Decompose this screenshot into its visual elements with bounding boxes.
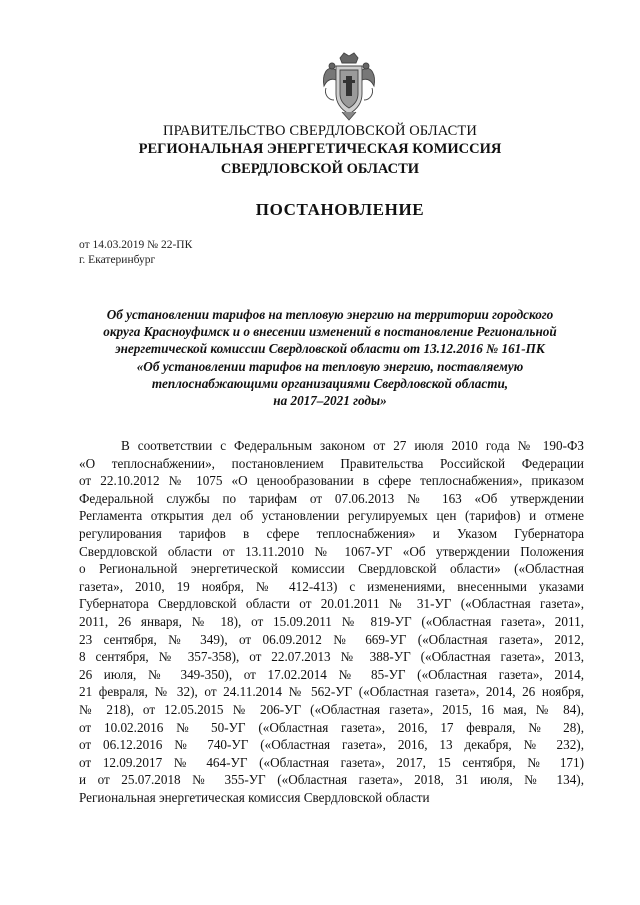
paragraph-line: о Региональной энергетической комиссии Свердловской области» («Областная	[79, 561, 584, 577]
document-title	[80, 306, 580, 409]
paragraph-line: «О теплоснабжении», постановлением Правительства Российской Федерации	[79, 455, 584, 471]
paragraph-line: 21 февраля, № 32), от 24.11.2014 № 562-УГ («Областная газета», 2014, 26 ноября,	[79, 684, 584, 700]
paragraph-line: № 218), от 12.05.2015 № 206-УГ («Областная газета», 2015, 16 мая, № 84),	[79, 701, 584, 717]
paragraph-line: от 06.12.2016 № 740-УГ («Областная газета», 2016, 13 декабря, № 232),	[79, 737, 584, 753]
document-date-number: от 14.03.2019 № 22-ПК	[79, 239, 193, 251]
paragraph-line: Федеральной службы по тарифам от 07.06.2013 № 163 «Об утверждении	[79, 490, 584, 506]
paragraph-line: 23 сентября, № 349), от 06.09.2012 № 669-УГ («Областная газета», 2012,	[79, 631, 584, 647]
title-line: энергетической комиссии Свердловской области от 13.12.2016 № 161-ПК	[115, 341, 545, 357]
paragraph-line: 26 июля, № 349-350), от 17.02.2014 № 85-УГ («Областная газета», 2014,	[79, 666, 584, 682]
paragraph-line: регулирования тарифов в сфере теплоснабжения» и Указом Губернатора	[79, 525, 584, 541]
title-line: округа Красноуфимск и о внесении изменений в постановление Региональной	[103, 324, 557, 340]
paragraph-line: 2011, 26 января, № 18), от 15.09.2011 № 819-УГ («Областная газета», 2011,	[79, 613, 584, 629]
paragraph-line: от 10.02.2016 № 50-УГ («Областная газета», 2016, 17 февраля, № 28),	[79, 719, 584, 735]
paragraph-line: Регламента открытия дел об установлении регулируемых цен (тарифов) и отмене	[79, 508, 584, 524]
paragraph-line: В соответствии с Федеральным законом от 27 июля 2010 года № 190-ФЗ	[121, 438, 584, 453]
paragraph-line: и от 25.07.2018 № 355-УГ («Областная газета», 2018, 31 июля, № 134),	[79, 772, 584, 788]
paragraph-line: от 12.09.2017 № 464-УГ («Областная газета», 2017, 15 сентября, № 171)	[79, 754, 584, 770]
paragraph-line: газета», 2010, 19 ноября, № 412-413) с изменениями, внесенными указами	[79, 578, 584, 594]
paragraph-line: Свердловской области от 13.11.2010 № 1067-УГ «Об утверждении Положения	[79, 543, 584, 559]
title-line: «Об установлении тарифов на тепловую энергию, поставляемую	[136, 358, 524, 374]
coat-of-arms-icon	[318, 50, 380, 122]
document-type-heading: ПОСТАНОВЛЕНИЕ	[255, 200, 425, 219]
title-line: теплоснабжающими организациями Свердловской области,	[151, 375, 509, 391]
document-city: г. Екатеринбург	[79, 254, 156, 266]
region-name: СВЕРДЛОВСКОЙ ОБЛАСТИ	[220, 161, 420, 177]
commission-name: РЕГИОНАЛЬНАЯ ЭНЕРГЕТИЧЕСКАЯ КОМИССИЯ	[138, 141, 502, 157]
preamble-paragraph	[79, 437, 584, 806]
paragraph-line: от 22.10.2012 № 1075 «О ценообразовании в сфере теплоснабжения», приказом	[79, 473, 584, 489]
paragraph-line: Губернатора Свердловской области от 20.01.2011 № 31-УГ («Областная газета»,	[79, 596, 584, 612]
title-line: на 2017–2021 годы»	[273, 393, 387, 409]
paragraph-line: 8 сентября, № 357-358), от 22.07.2013 № 388-УГ («Областная газета», 2013,	[79, 649, 584, 665]
title-line: Об установлении тарифов на тепловую энергию на территории городского	[106, 307, 554, 322]
paragraph-line: Региональная энергетическая комиссия Свердловской области	[79, 789, 430, 805]
government-name: ПРАВИТЕЛЬСТВО СВЕРДЛОВСКОЙ ОБЛАСТИ	[163, 123, 477, 139]
